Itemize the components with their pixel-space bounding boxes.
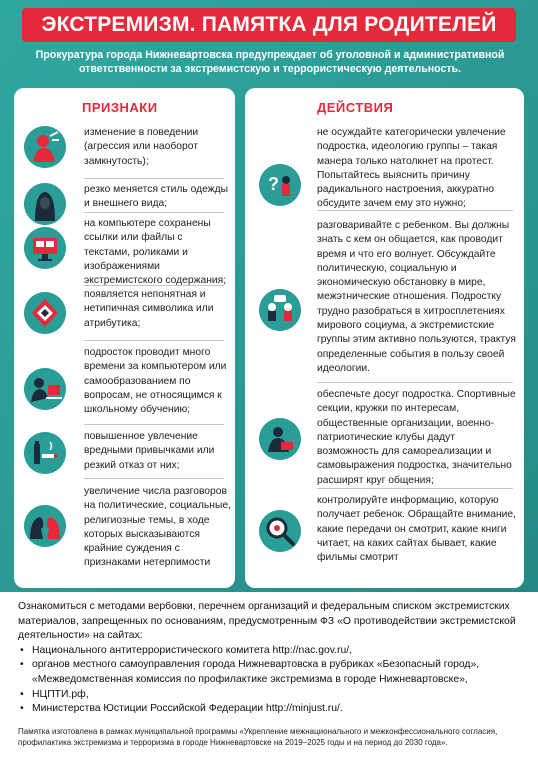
program-note: Памятка изготовлена в рамках муниципальной программы «Укрепление межнационального и межконфессионального согласия, профилактика экстремизма и терроризма в городе Нижневартовске на 2019–2025 годы и на период до 2030 года».: [18, 727, 498, 747]
signs-heading: ПРИЗНАКИ: [82, 100, 158, 115]
action-text: не осуждайте категорически увлечение подростка, идеологию группы – такая манера только натолкнет на протест. Попытайтесь выяснить причину радикального настроения, аккуратно обсудите зачем ему это нужно;: [317, 127, 506, 210]
sign-text: изменение в поведении (агрессия или наоборот замкнутость);: [84, 127, 199, 167]
sign-text: появляется непонятная и нетипичная символика или атрибутика;: [84, 289, 214, 329]
symbol-badge-icon: [24, 292, 66, 334]
divider: [84, 285, 224, 286]
footer-intro: Ознакомиться с методами вербовки, перечнем организаций и федеральным списком экстремистских материалов, запрещенных по основаниям, предусмотренным ФЗ «О противодействии экстремистской деятельности» на сайтах:: [18, 601, 516, 642]
intro-text: Прокуратура города Нижневартовска предупреждает об уголовной и административной ответственности за экстремистскую и террористическую деятельность.: [35, 49, 505, 75]
sign-text: увеличение числа разговоров на политические, социальные, религиозные темы, в ходе которых высказываются крайние суждения с признаками нетерпимости: [84, 486, 231, 569]
resource-item: • органов местного самоуправления города Нижневартовска в рубриках «Безопасный город», «Межведомственная комиссия по профилактике экстремизма в городе Нижневартовске»,: [32, 658, 523, 687]
divider: [317, 210, 513, 211]
resource-list: [18, 644, 523, 717]
actions-heading: ДЕЙСТВИЯ: [317, 100, 394, 115]
conversation-icon: [259, 289, 301, 331]
sign-text: резко меняется стиль одежды и внешнего вида;: [84, 184, 229, 210]
divider: [317, 488, 513, 489]
divider: [84, 212, 224, 213]
bad-habits-icon: [24, 432, 66, 474]
sign-text: подросток проводит много времени за компьютером или самообразованием по вопросам, не относящимся к школьному обучению;: [84, 347, 227, 416]
actions-card: [245, 88, 524, 588]
reading-teen-icon: [259, 418, 301, 460]
magnifier-eye-icon: [259, 510, 301, 552]
page-title: ЭКСТРЕМИЗМ. ПАМЯТКА ДЛЯ РОДИТЕЛЕЙ: [41, 13, 497, 36]
svg-text:?: ?: [268, 174, 279, 194]
divider: [84, 424, 224, 425]
resource-item: • Министерства Юстиции Российской Федерации http://minjust.ru/.: [32, 702, 523, 717]
divider: [317, 382, 513, 383]
signs-card: [14, 88, 235, 588]
resource-item: • НЦПТИ.рф,: [32, 688, 523, 703]
action-text: разговаривайте с ребенком. Вы должны знать с кем он общается, как проводит время и что его волнует. Обсуждайте политическую, социальную и экономическую обстановку в мире, межэтнические отношения. Подростку трудно разобраться в хитросплетениях мирового социума, а экстремистские группы этим активно пользуются, трактуя определенные события в пользу своей идеологии.: [317, 220, 516, 374]
angry-person-icon: [24, 126, 66, 168]
question-figure-icon: [259, 164, 301, 206]
divider: [84, 178, 224, 179]
divider: [84, 340, 224, 341]
sign-text: на компьютере сохранены ссылки или файлы с текстами, роликами и изображениями экстремистского содержания;: [84, 218, 227, 287]
resource-item: • Национального антитеррористического комитета http://nac.gov.ru/,: [32, 644, 523, 659]
divider: [84, 478, 224, 479]
footer-resources: [18, 600, 523, 717]
arguing-heads-icon: [24, 505, 66, 547]
hooded-figure-icon: [24, 183, 66, 225]
monitor-icon: [24, 227, 66, 269]
action-text: обеспечьте досуг подростка. Спортивные секции, кружки по интересам, общественные организации, военно-патриотические клубы дадут возможность для самореализации и самовыражения подростка, значительно расширят круг общения;: [317, 389, 516, 486]
title-banner: [22, 8, 516, 42]
teen-at-computer-icon: [24, 368, 66, 410]
action-text: контролируйте информацию, которую получает ребенок. Обращайте внимание, какие передачи он смотрит, какие книги читает, на каких сайтах бывает, какие фильмы смотрит: [317, 495, 517, 564]
sign-text: повышенное увлечение вредными привычками или резкий отказ от них;: [84, 431, 215, 471]
